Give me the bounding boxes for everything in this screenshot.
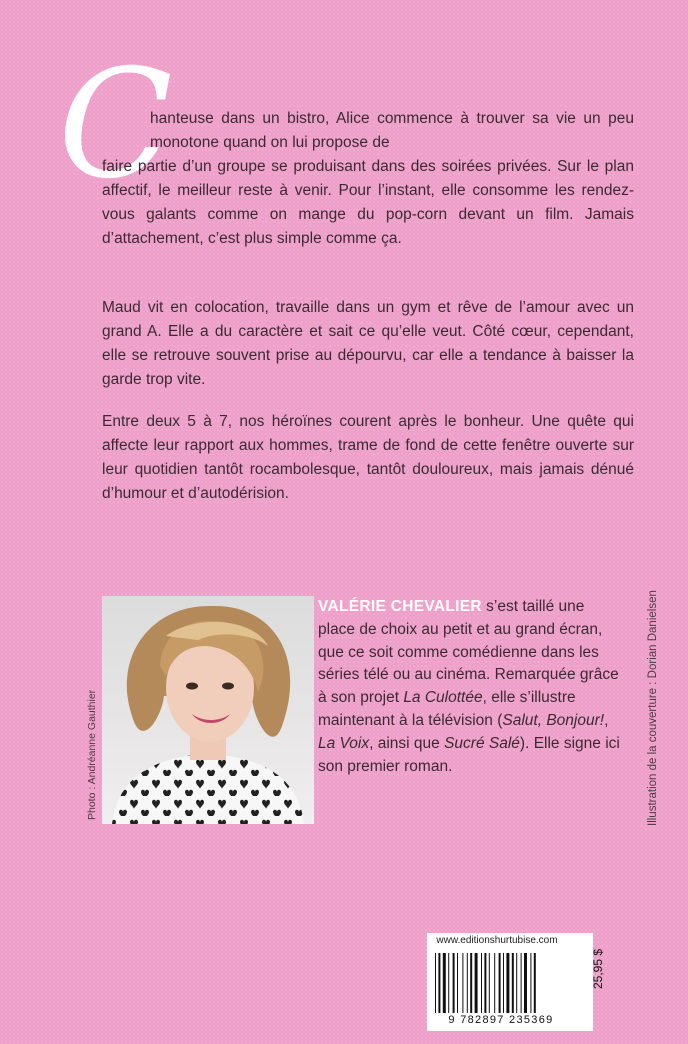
tv-show-3: Sucré Salé	[444, 734, 520, 752]
synopsis-paragraph-3: Entre deux 5 à 7, nos héroïnes courent après le bonheur. Une quête qui affecte leur rapport aux hommes, trame de fond de cette fenêtre ouverte sur leur quotidien tantôt rocambolesque, tantôt douloureux, mais jamais dénué d’humour et d’autodérision.	[102, 413, 634, 502]
author-bio-text-2: , elle s’illustre maintenant à la télévision (	[318, 689, 576, 729]
author-photo	[102, 596, 314, 824]
drop-cap: C	[58, 38, 173, 212]
barcode-bar	[489, 953, 490, 1013]
barcode-bar	[506, 953, 509, 1013]
barcode-bar	[521, 953, 522, 1013]
barcode-bar	[453, 953, 455, 1013]
barcode-bar	[524, 953, 527, 1013]
barcode-bar	[516, 953, 517, 1013]
isbn-barcode	[435, 953, 561, 1013]
author-portrait-illustration	[102, 596, 314, 824]
barcode-bar	[503, 953, 504, 1013]
photo-credit: Photo : Andréanne Gauthier	[86, 689, 98, 820]
barcode-bar	[457, 953, 458, 1013]
barcode-bar	[462, 953, 463, 1013]
barcode-bar	[448, 953, 449, 1013]
barcode-bar	[530, 953, 531, 1013]
barcode-label	[427, 933, 605, 1031]
barcode-bar	[467, 953, 468, 1013]
barcode-bar	[438, 953, 440, 1013]
barcode-bar	[470, 953, 472, 1013]
cover-illustration-credit: Illustration de la couverture : Dorian Danielsen	[647, 590, 659, 826]
author-bio-text-3: ,	[604, 711, 609, 729]
barcode-bar	[481, 953, 482, 1013]
barcode-bar	[512, 953, 514, 1013]
tv-show-1: Salut, Bonjour!	[502, 711, 605, 729]
barcode-bar	[494, 953, 495, 1013]
synopsis-paragraph-1-start: hanteuse dans un bistro, Alice commence à trouver sa vie un peu monotone quand on lui propose de	[150, 110, 634, 151]
isbn-number: 9 782897 235369	[448, 1014, 554, 1026]
author-bio-text-1: s’est taillé une place de choix au petit et au grand écran, que ce soit comme comédienne dans les séries télé ou au cinéma. Remarquée grâce à son projet	[318, 598, 619, 707]
synopsis-paragraph-1	[102, 107, 634, 251]
barcode-bar	[475, 953, 478, 1013]
author-project-title: La Culottée	[403, 689, 483, 707]
author-bio-text-4: , ainsi que	[369, 734, 445, 752]
author-name: VALÉRIE CHEVALIER	[318, 598, 482, 615]
price: 25,95 $	[591, 948, 605, 989]
barcode-bar	[484, 953, 486, 1013]
synopsis-paragraph-1-rest: faire partie d’un groupe se produisant dans des soirées privées. Sur le plan affectif, le meilleur reste à venir. Pour l’instant, elle consomme les rendez-vous galants comme on mange du pop-corn devant un film. Jamais d’attachement, c’est plus simple comme ça.	[102, 158, 634, 247]
barcode-bar	[534, 953, 536, 1013]
synopsis-paragraph-2: Maud vit en colocation, travaille dans un gym et rêve de l’amour avec un grand A. Elle a du caractère et sait ce qu’elle veut. Côté cœur, cependant, elle se retrouve souvent prise au dépourvu, car elle a tendance à baisser la garde trop vite.	[102, 299, 634, 388]
tv-show-2: La Voix	[318, 734, 370, 752]
publisher-website: www.editionshurtubise.com	[436, 935, 558, 946]
barcode-bar	[499, 953, 501, 1013]
author-bio	[318, 596, 620, 778]
barcode-bar	[443, 953, 446, 1013]
author-bio-text-5: ). Elle signe ici son premier roman.	[318, 734, 620, 775]
barcode-bar	[435, 953, 436, 1013]
